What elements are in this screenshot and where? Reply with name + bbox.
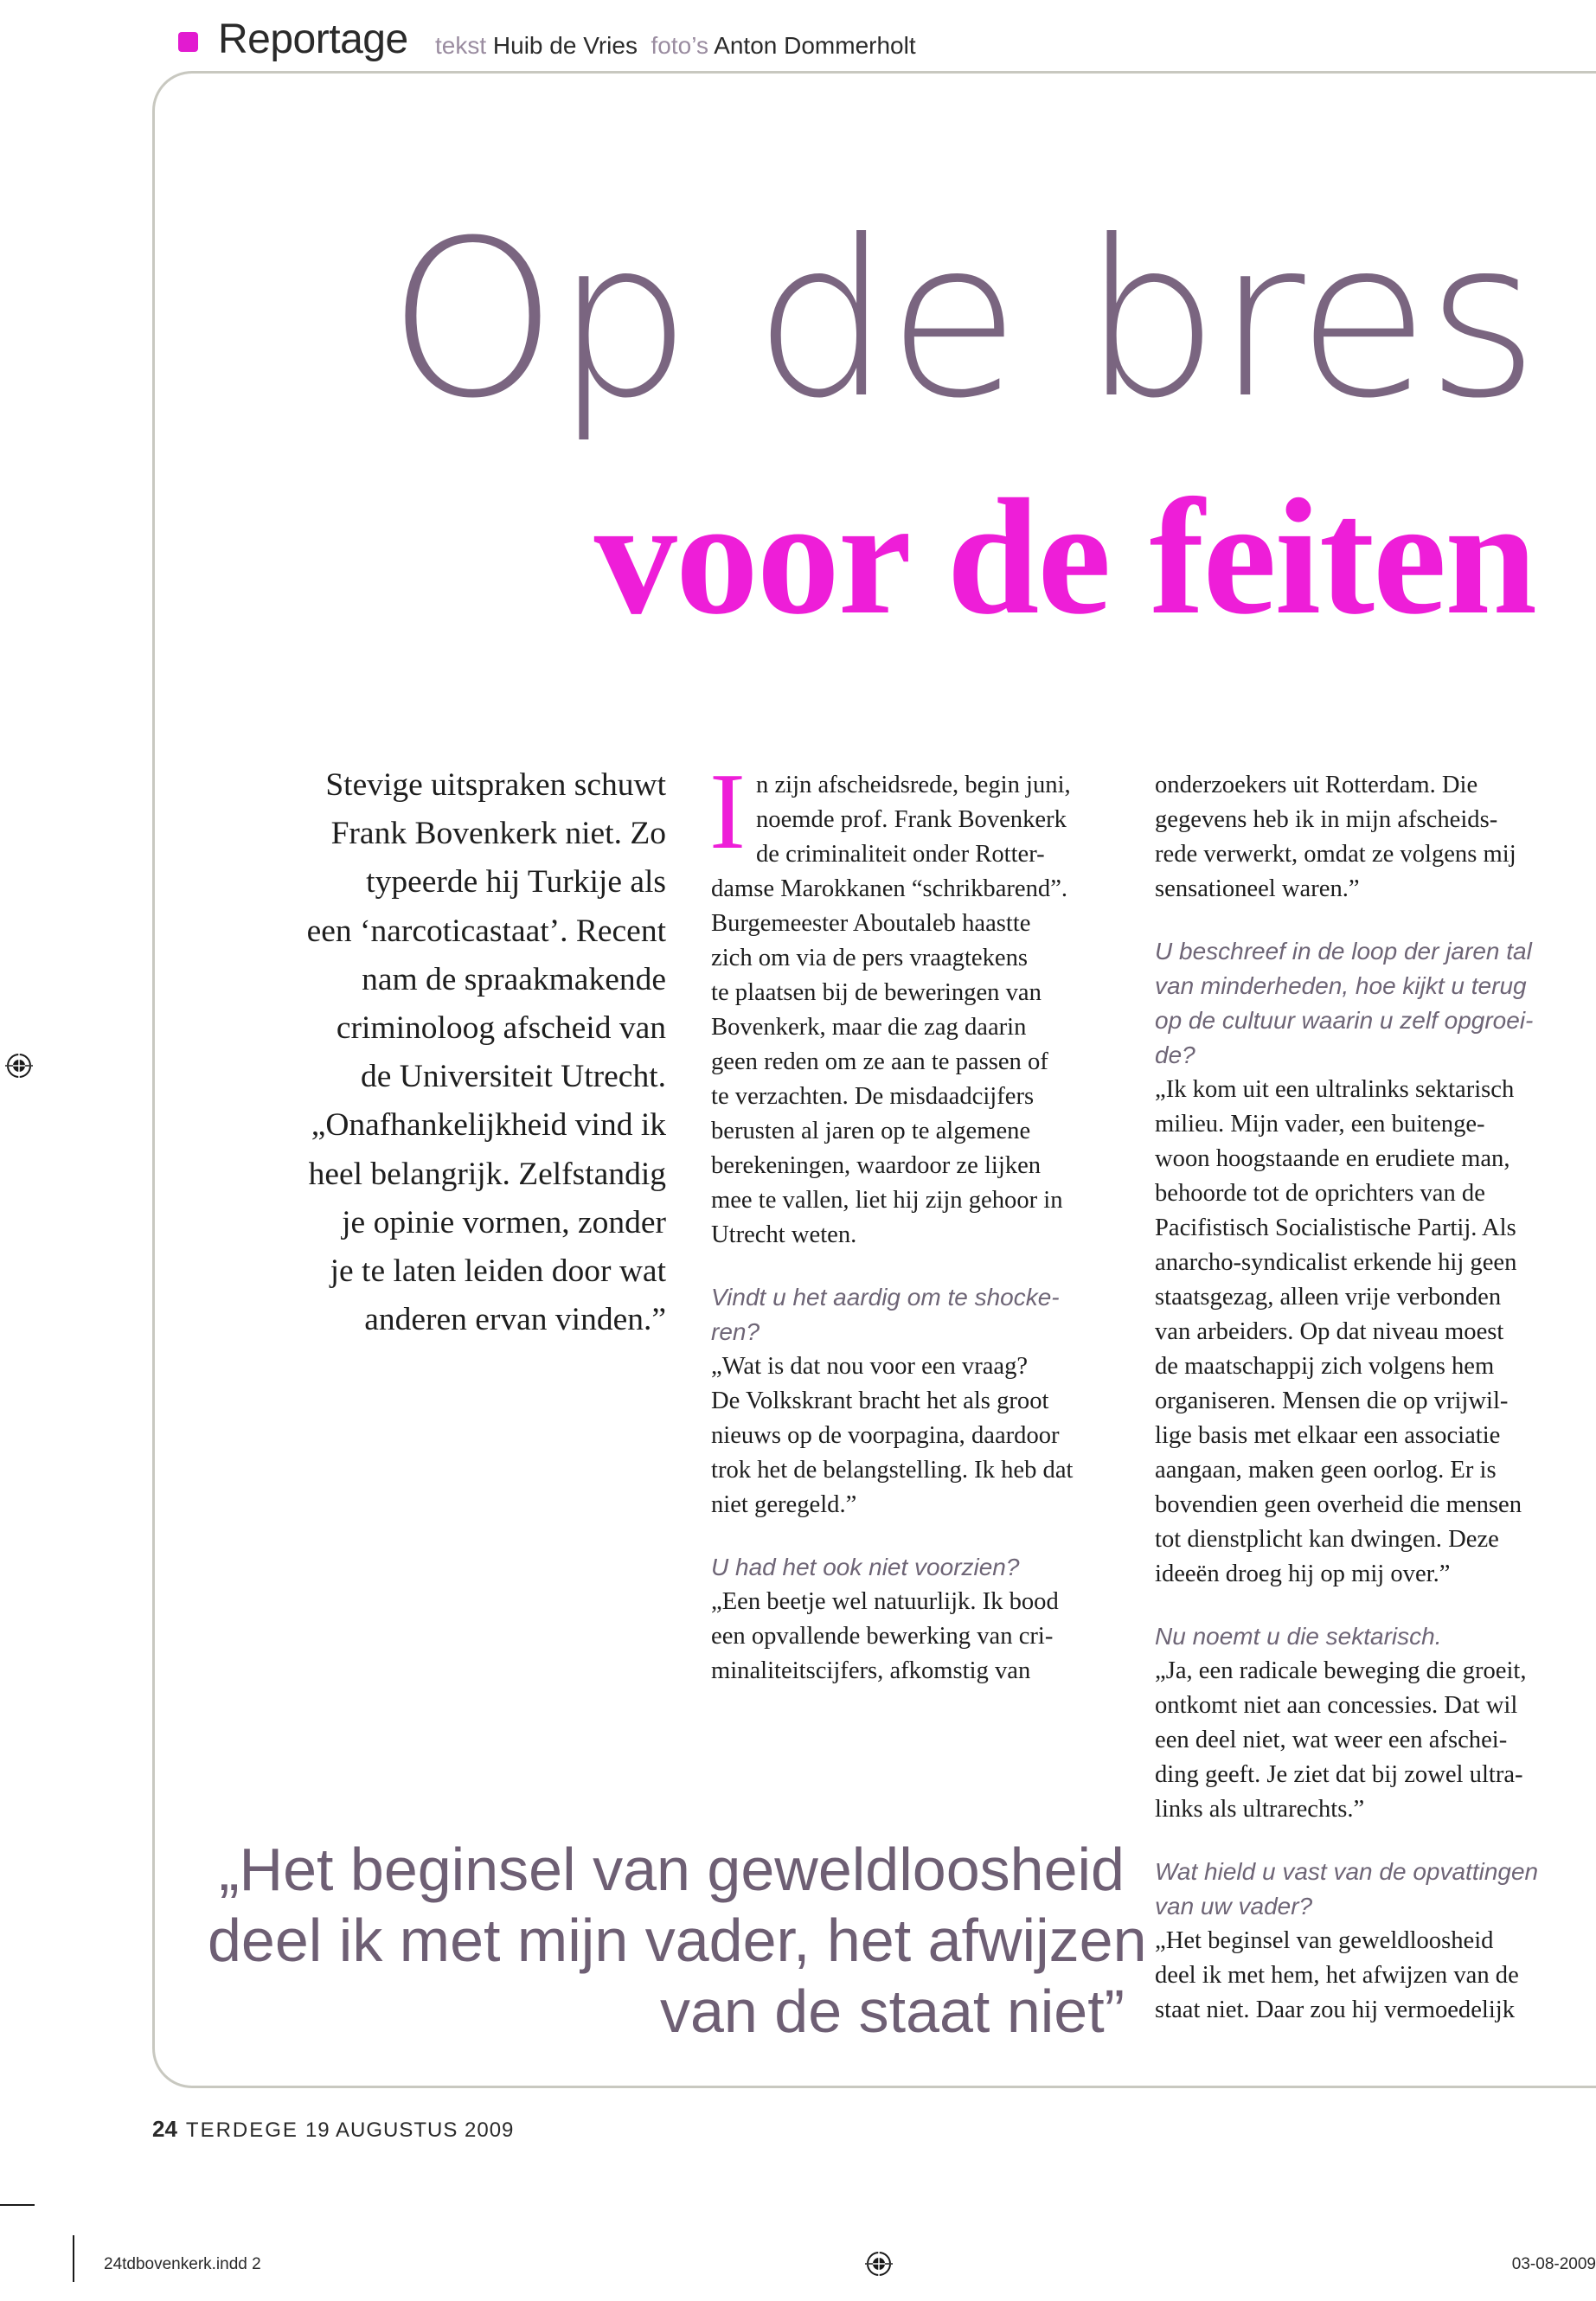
pull-quote-line: van de staat niet” — [660, 1977, 1125, 2045]
intro-line: de Universiteit Utrecht. — [360, 1059, 666, 1095]
body-text-line: De Volkskrant bracht het als groot — [711, 1388, 1049, 1414]
intro-line: je te laten leiden door wat — [330, 1253, 666, 1290]
body-text-line: berekeningen, waardoor ze lijken — [711, 1152, 1042, 1179]
intro-line: anderen ervan vinden.” — [364, 1302, 666, 1338]
pull-quote-line: deel ik met mijn vader, het afwijzen — [208, 1907, 1147, 1974]
photographer-name: Anton Dommerholt — [714, 32, 916, 59]
intro-line: Frank Bovenkerk niet. Zo — [330, 816, 666, 852]
registration-mark-icon — [5, 1052, 33, 1080]
body-text-line: links als ultrarechts.” — [1155, 1796, 1365, 1823]
intro-paragraph — [251, 761, 666, 1344]
photo-credit-label: foto’s — [651, 32, 708, 59]
interview-question-line: ren? — [711, 1318, 760, 1345]
paragraph-spacer — [1155, 1827, 1570, 1855]
body-text-line: minaliteitscijfers, afkomstig van — [711, 1657, 1031, 1684]
intro-line: Stevige uitspraken schuwt — [325, 767, 666, 803]
section-label: Reportage — [218, 16, 408, 62]
body-text-line: anarcho-syndicalist erkende hij geen — [1155, 1249, 1517, 1276]
body-text-line: te plaatsen bij de beweringen van — [711, 979, 1042, 1006]
body-text-line: ideeën droeg hij op mij over.” — [1155, 1561, 1451, 1587]
byline — [435, 32, 916, 60]
body-text-line: de maatschappij zich volgens hem — [1155, 1353, 1495, 1380]
body-text-line: Bovenkerk, maar die zag daarin — [711, 1014, 1027, 1041]
body-text-line: van arbeiders. Op dat niveau moest — [1155, 1318, 1504, 1345]
intro-line: criminoloog afscheid van — [336, 1010, 666, 1047]
body-text-line: ontkomt niet aan concessies. Dat wil — [1155, 1692, 1518, 1719]
crop-mark — [0, 2204, 35, 2206]
interview-question-line: Wat hield u vast van de opvattingen — [1155, 1858, 1539, 1885]
interview-question-line: van uw vader? — [1155, 1893, 1313, 1920]
interview-question-line: U beschreef in de loop der jaren tal — [1155, 938, 1532, 965]
body-text-line: geen reden om ze aan te passen of — [711, 1048, 1048, 1075]
body-text-line: aangaan, maken geen oorlog. Er is — [1155, 1457, 1497, 1484]
drop-cap: I — [709, 752, 746, 872]
body-text-line: trok het de belangstelling. Ik heb dat — [711, 1457, 1074, 1484]
body-text-line: te verzachten. De misdaadcijfers — [711, 1083, 1035, 1110]
body-text-line: noemde prof. Frank Bovenkerk — [756, 806, 1067, 833]
intro-line: je opinie vormen, zonder — [342, 1204, 666, 1240]
author-name: Huib de Vries — [492, 32, 638, 59]
body-text-line: n zijn afscheidsrede, begin juni, — [756, 772, 1071, 798]
crop-mark — [73, 2235, 74, 2282]
body-text-line: gegevens heb ik in mijn afscheids- — [1155, 806, 1498, 833]
body-column-2 — [1155, 768, 1570, 2028]
body-text-line: „Wat is dat nou voor een vraag? — [711, 1353, 1029, 1380]
intro-line: typeerde hij Turkije als — [366, 864, 666, 901]
intro-line: heel belangrijk. Zelfstandig — [308, 1156, 666, 1192]
intro-line: „Onafhankelijkheid vind ik — [311, 1107, 666, 1144]
body-text-line: Pacifistisch Socialistische Partij. Als — [1155, 1215, 1516, 1241]
body-text-line: milieu. Mijn vader, een buitenge- — [1155, 1111, 1485, 1138]
body-text-line: staatsgezag, alleen vrije verbonden — [1155, 1284, 1502, 1311]
body-text-line: „Een beetje wel natuurlijk. Ik bood — [711, 1588, 1059, 1615]
body-text-line: bovendien geen overheid die mensen — [1155, 1491, 1522, 1518]
registration-mark-icon — [865, 2250, 893, 2278]
body-text-line: een opvallende bewerking van cri- — [711, 1623, 1054, 1650]
body-text-line: niet geregeld.” — [711, 1491, 857, 1518]
body-text-line: ding geeft. Je ziet dat bij zowel ultra- — [1155, 1761, 1523, 1788]
body-text-line: organiseren. Mensen die op vrijwil- — [1155, 1388, 1509, 1414]
interview-question-line: op de cultuur waarin u zelf opgroei- — [1155, 1007, 1534, 1034]
pull-quote-line: „Het beginsel van geweldloosheid — [219, 1836, 1125, 1903]
body-text-line: sensationeel waren.” — [1155, 875, 1360, 902]
body-text-line: rede verwerkt, omdat ze volgens mij — [1155, 841, 1516, 868]
body-text-line: lige basis met elkaar een associatie — [1155, 1422, 1501, 1449]
body-text-line: een deel niet, wat weer een afschei- — [1155, 1727, 1508, 1753]
body-text-line: onderzoekers uit Rotterdam. Die — [1155, 772, 1478, 798]
body-text-line: Utrecht weten. — [711, 1221, 857, 1248]
body-text-line: damse Marokkanen “schrikbarend”. — [711, 875, 1068, 902]
headline-line-2: voor de feiten — [593, 465, 1535, 649]
body-text-line: „Ja, een radicale beweging die groeit, — [1155, 1657, 1527, 1684]
interview-question-line: de? — [1155, 1042, 1195, 1068]
body-text-line: berusten al jaren op te algemene — [711, 1118, 1031, 1144]
interview-question-line: van minderheden, hoe kijkt u terug — [1155, 972, 1527, 999]
magazine-name: TERDEGE — [185, 2118, 298, 2142]
issue-date: 19 AUGUSTUS 2009 — [304, 2118, 515, 2142]
body-column-1 — [711, 768, 1126, 1689]
body-text-line: de criminaliteit onder Rotter- — [756, 841, 1045, 868]
body-text-line: nieuws op de voorpagina, daardoor — [711, 1422, 1060, 1449]
headline-line-1: Op de bres — [388, 194, 1535, 445]
body-text-line: Burgemeester Aboutaleb haastte — [711, 910, 1031, 937]
pull-quote — [208, 1834, 1147, 2047]
intro-line: nam de spraakmakende — [362, 961, 666, 997]
paragraph-spacer — [711, 1522, 1126, 1550]
body-text-line: staat niet. Daar zou hij vermoedelijk — [1155, 1997, 1516, 2023]
text-credit-label: tekst — [435, 32, 487, 59]
body-text-line: behoorde tot de oprichters van de — [1155, 1180, 1485, 1207]
section-marker — [178, 32, 198, 52]
paragraph-spacer — [711, 1253, 1126, 1280]
body-text-line: woon hoogstaande en erudiete man, — [1155, 1145, 1510, 1172]
intro-line: een ‘narcoticastaat’. Recent — [306, 913, 666, 949]
folio — [152, 2116, 514, 2143]
slug-filename: 24tdbovenkerk.indd 2 — [104, 2255, 261, 2273]
body-text-line: zich om via de pers vraagtekens — [711, 945, 1029, 971]
body-text-line: „Ik kom uit een ultralinks sektarisch — [1155, 1076, 1515, 1103]
page-number: 24 — [152, 2116, 177, 2142]
body-text-line: „Het beginsel van geweldloosheid — [1155, 1927, 1494, 1954]
interview-question-line: Nu noemt u die sektarisch. — [1155, 1623, 1442, 1650]
body-text-line: mee te vallen, liet hij zijn gehoor in — [711, 1187, 1063, 1214]
body-text-line: tot dienstplicht kan dwingen. Deze — [1155, 1526, 1499, 1553]
paragraph-spacer — [1155, 1592, 1570, 1619]
paragraph-spacer — [1155, 907, 1570, 934]
slug-date: 03-08-2009 — [1511, 2255, 1596, 2273]
body-text-line: deel ik met hem, het afwijzen van de — [1155, 1962, 1519, 1989]
interview-question-line: U had het ook niet voorzien? — [711, 1554, 1020, 1580]
interview-question-line: Vindt u het aardig om te shocke- — [711, 1284, 1060, 1311]
